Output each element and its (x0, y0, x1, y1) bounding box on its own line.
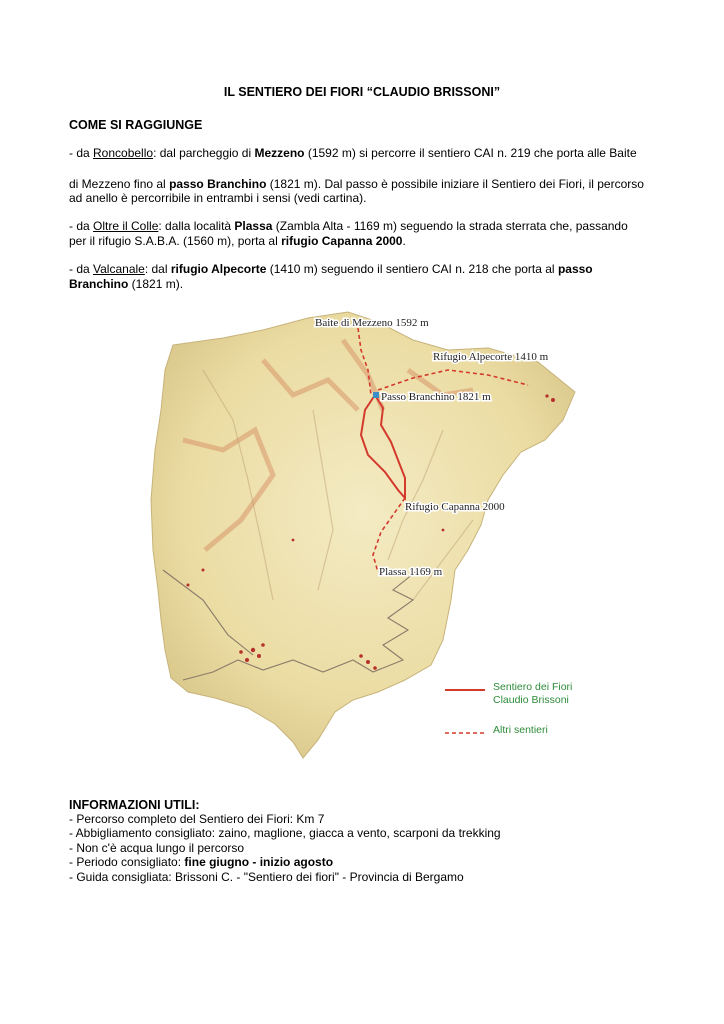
route-line: ad anello è percorribile in entrambi i sensi (vedi cartina). (69, 191, 367, 205)
text: : dal parcheggio di (153, 146, 255, 160)
label-rifugio-capanna: Rifugio Capanna 2000 (405, 501, 505, 513)
page-title: IL SENTIERO DEI FIORI “CLAUDIO BRISSONI” (223, 85, 501, 99)
section-heading-info: INFORMAZIONI UTILI: (69, 798, 200, 812)
bold-period: fine giugno - inizio agosto (184, 855, 334, 870)
pass-marker-icon (373, 392, 379, 398)
text: (1592 m) si percorre il sentiero CAI n. 219 che porta alle Baite (304, 146, 637, 160)
bold-name: Plassa (234, 219, 273, 233)
place-name: Roncobello (93, 146, 154, 160)
section-heading-how-to-reach: COME SI RAGGIUNGE (69, 118, 203, 132)
info-item: - Percorso completo del Sentiero dei Fiori: Km 7 (69, 812, 325, 826)
place-name: Oltre il Colle (93, 219, 159, 233)
label-plassa: Plassa 1169 m (379, 566, 443, 578)
label-baite-mezzeno: Baite di Mezzeno 1592 m (315, 317, 429, 329)
info-item (69, 855, 501, 869)
info-list (69, 812, 501, 884)
info-item: - Guida consigliata: Brissoni C. - "Sentiero dei fiori" - Provincia di Bergamo (69, 869, 464, 884)
route-line (69, 177, 669, 192)
info-item: - Abbigliamento consigliato: zaino, maglione, giacca a vento, scarponi da trekking (69, 826, 501, 841)
text: . (402, 233, 406, 248)
text: - da (69, 146, 94, 160)
route-oltre-il-colle (69, 219, 669, 248)
route-line (69, 234, 669, 249)
text: (1410 m) seguendo il sentiero CAI n. 218 che porta al (266, 262, 558, 276)
route-line (69, 277, 669, 292)
bold-name: Branchino (69, 276, 129, 291)
trail-map (143, 300, 583, 790)
route-roncobello (69, 146, 669, 206)
bold-name: rifugio Capanna 2000 (281, 233, 403, 248)
text: - da (69, 262, 94, 276)
route-line (69, 219, 669, 234)
text: - da (69, 219, 94, 233)
legend-altri-label: Altri sentieri (493, 724, 548, 736)
bold-name: passo Branchino (169, 176, 267, 191)
text: : dalla località (158, 219, 235, 233)
text: (1821 m). Dal passo è possibile iniziare il Sentiero dei Fiori, il percorso (266, 176, 644, 191)
bold-name: rifugio Alpecorte (170, 262, 267, 276)
route-line (69, 262, 669, 277)
bold-name: Mezzeno (254, 146, 305, 160)
text: (1821 m). (128, 276, 184, 291)
legend-fiori-label: Sentiero dei Fiori (493, 681, 573, 693)
route-valcanale (69, 262, 669, 291)
text: per il rifugio S.A.B.A. (1560 m), porta al (69, 233, 282, 248)
legend-brissoni-label: Claudio Brissoni (493, 694, 569, 706)
text: : dal (144, 262, 171, 276)
label-passo-branchino: Passo Branchino 1821 m (381, 391, 491, 403)
label-rifugio-alpecorte: Rifugio Alpecorte 1410 m (433, 351, 549, 363)
place-name: Valcanale (93, 262, 145, 276)
text: (Zambla Alta - 1169 m) seguendo la strada sterrata che, passando (272, 219, 628, 233)
route-line (69, 146, 669, 161)
text: - Periodo consigliato: (69, 855, 185, 870)
info-item: - Non c'è acqua lungo il percorso (69, 840, 245, 855)
text: di Mezzeno fino al (69, 176, 170, 191)
bold-name: passo (557, 262, 593, 276)
